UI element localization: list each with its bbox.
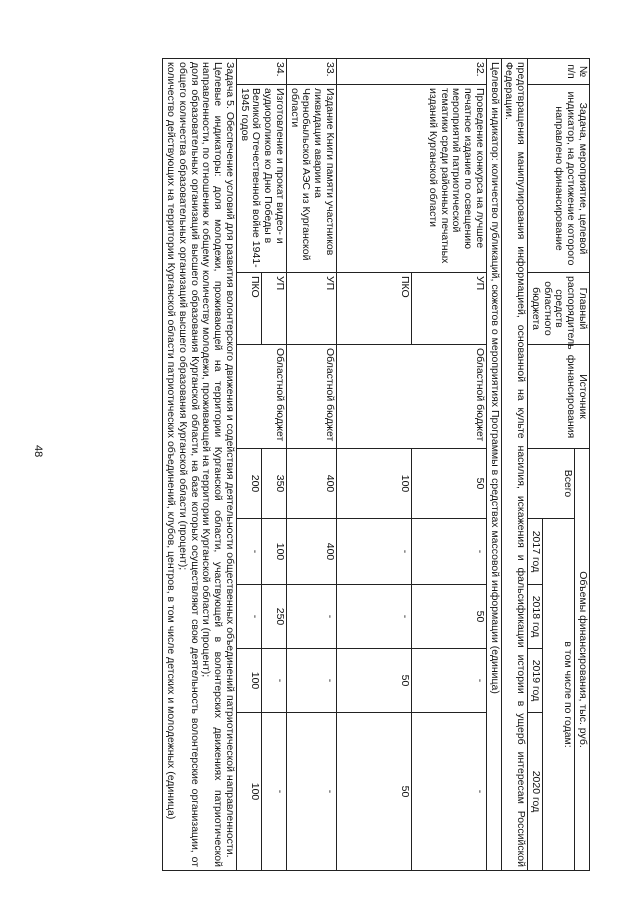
row-year-value: - xyxy=(287,649,337,713)
row-year-value: 100 xyxy=(262,519,287,585)
col-num-header: № п/п xyxy=(528,59,590,85)
row-year-value: - xyxy=(337,585,412,649)
row-year-value: - xyxy=(287,585,337,649)
indicator-text: количество действующих на территории Курганской области патриотических объединений, клубов, центров, в том числе детских и молодежных (единица) xyxy=(165,62,178,820)
row-year-value: - xyxy=(412,713,487,871)
row-activity: Издание Книги памяти участников ликвидации аварии на Чернобыльской АЭС из Курганской области xyxy=(287,85,337,273)
table-row xyxy=(262,59,287,871)
col-by-years-header: в том числе по годам: xyxy=(543,519,575,871)
intro-text: предотвращения манипулирования информацией, основанной на культе насилия, искажения и фальсификации истории в ущерб интересам Российской Федерации. xyxy=(501,59,528,871)
row-year-value: - xyxy=(412,649,487,713)
indicator-row xyxy=(487,59,502,871)
row-year-value: 50 xyxy=(412,585,487,649)
row-year-value: - xyxy=(237,519,262,585)
col-volume-header: Объемы финансирования, тыс. руб. xyxy=(575,449,590,871)
row-total: 50 xyxy=(412,449,487,519)
indicator-text: Целевой индикатор: количество публикаций, сюжетов о мероприятиях Программы в средствах массовой информации (единица) xyxy=(487,59,502,871)
table-row xyxy=(287,59,337,871)
row-year-value: 100 xyxy=(237,649,262,713)
row-year-value: 250 xyxy=(262,585,287,649)
financing-table xyxy=(163,58,591,871)
row-year-value: - xyxy=(412,519,487,585)
year-header: 2018 год xyxy=(528,585,543,649)
row-year-value: 100 xyxy=(237,713,262,871)
year-header: 2017 год xyxy=(528,519,543,585)
page-number: 48 xyxy=(32,445,44,458)
row-manager: ПКО xyxy=(337,273,412,345)
row-activity: Изготовление и прокат видео- и аудиороликов ко Дню Победы в Великой Отечественной войне 1941-1945 годов xyxy=(237,85,287,273)
row-year-value: - xyxy=(262,713,287,871)
rotated-page xyxy=(164,58,590,870)
row-year-value: 50 xyxy=(337,649,412,713)
col-manager-header: Главный распорядитель средств областного бюджета xyxy=(528,273,590,345)
row-manager: ПКО xyxy=(237,273,262,345)
table-row xyxy=(412,59,487,871)
row-total: 400 xyxy=(287,449,337,519)
row-year-value: - xyxy=(287,713,337,871)
indicator-text: доля образовательных организаций высшего образования Курганской области, на базе которых осуществляют свою деятельность волонтерские организации, от общего количества образовательных организаций высшего образования Курганской области (процент); xyxy=(177,62,201,868)
row-source: Областной бюджет xyxy=(287,345,337,449)
row-source: Областной бюджет xyxy=(337,345,487,449)
task-5-block xyxy=(163,59,237,871)
row-year-value: - xyxy=(262,649,287,713)
col-task-header: Задача, мероприятие, целевой индикатор, на достижение которого направлено финансирование xyxy=(528,85,590,273)
row-activity: Проведение конкурса на лучшее печатное издание по освещению мероприятий патриотической тематики среди районных печатных изданий Курганской области xyxy=(337,85,487,273)
task-5-title: Задача 5. Обеспечение условий для развития волонтерского движения и содействия деятельности общественных объединений патриотической направленности. xyxy=(224,62,236,858)
col-total-header: Всего xyxy=(528,449,575,519)
row-manager: УП xyxy=(262,273,287,345)
row-year-value: 50 xyxy=(337,713,412,871)
indicator-text: Целевые индикаторы: доля молодежи, проживающей на территории Курганской области, участвующей в волонтерских движениях патриотической направленности, по отношению к общему количеству молодежи, проживающей на территории Курганской области (процент); xyxy=(200,62,225,868)
row-number: 32. xyxy=(337,59,487,85)
row-total: 200 xyxy=(237,449,262,519)
row-number: 34. xyxy=(237,59,287,85)
col-source-header: Источник финансирования xyxy=(528,345,590,449)
row-source: Областной бюджет xyxy=(237,345,287,449)
intro-row xyxy=(501,59,528,871)
task-row xyxy=(163,59,237,871)
year-header: 2020 год xyxy=(528,713,543,871)
row-total: 100 xyxy=(337,449,412,519)
row-year-value: - xyxy=(337,519,412,585)
row-number: 33. xyxy=(287,59,337,85)
row-manager: УП xyxy=(412,273,487,345)
header-row-1 xyxy=(575,59,590,871)
row-year-value: - xyxy=(237,585,262,649)
row-manager: УП xyxy=(287,273,337,345)
row-total: 350 xyxy=(262,449,287,519)
year-header: 2019 год xyxy=(528,649,543,713)
row-year-value: 400 xyxy=(287,519,337,585)
